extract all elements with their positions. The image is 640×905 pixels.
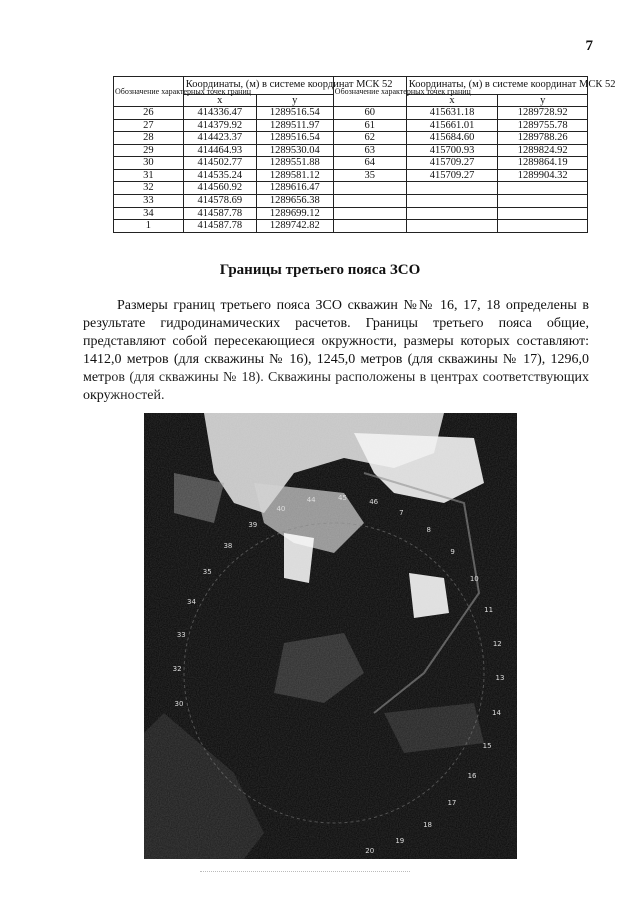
header-y-left: y xyxy=(256,94,333,107)
cell-point-right xyxy=(333,220,406,233)
header-point-right: Обозначение характерных точек границ xyxy=(333,77,406,107)
cell-point-right xyxy=(333,182,406,195)
cell-x-right: 415684.60 xyxy=(406,132,498,145)
cell-y-left: 1289616.47 xyxy=(256,182,333,195)
cell-y-left: 1289511.97 xyxy=(256,119,333,132)
cell-y-right xyxy=(498,194,588,207)
map-point-label: 44 xyxy=(306,496,316,505)
cell-x-left: 414560.92 xyxy=(183,182,256,195)
map-point-label: 34 xyxy=(187,598,196,607)
cell-y-left: 1289656.38 xyxy=(256,194,333,207)
map-point-label: 46 xyxy=(369,497,379,506)
cell-x-left: 414587.78 xyxy=(183,220,256,233)
cell-y-right xyxy=(498,182,588,195)
table-row xyxy=(114,220,588,233)
cell-y-right: 1289788.26 xyxy=(498,132,588,145)
cell-point-left: 28 xyxy=(114,132,184,145)
cell-point-right: 63 xyxy=(333,144,406,157)
table-row xyxy=(114,132,588,145)
cell-point-left: 33 xyxy=(114,194,184,207)
cell-x-right: 415709.27 xyxy=(406,157,498,170)
cell-point-right: 60 xyxy=(333,107,406,120)
paragraph: Размеры границ третьего пояса ЗСО скважин №№ 16, 17, 18 определены в результате гидродинамических расчетов. Границы третьего пояса общие, представляют собой пересекающиеся окружности, размеры которых составляют: 1412,0 метров (для скважины № 16), 1245,0 метров (для скважины № 17), 1296,0 метров (для скважины № 18). Скважины расположены в центрах соответствующих окружностей. xyxy=(83,298,589,403)
map-point-label: 7 xyxy=(399,508,404,517)
map-point-label: 32 xyxy=(172,665,182,674)
cell-y-right: 1289824.92 xyxy=(498,144,588,157)
cell-y-left: 1289581.12 xyxy=(256,169,333,182)
map-point-label: 12 xyxy=(492,639,502,648)
cell-x-left: 414502.77 xyxy=(183,157,256,170)
map-point-label: 30 xyxy=(174,699,184,708)
cell-point-left: 1 xyxy=(114,220,184,233)
map-point-label: 14 xyxy=(492,708,501,717)
cell-point-right: 61 xyxy=(333,119,406,132)
cell-x-left: 414379.92 xyxy=(183,119,256,132)
map-point-label: 16 xyxy=(467,772,477,781)
cell-point-left: 26 xyxy=(114,107,184,120)
cell-x-right xyxy=(406,220,498,233)
map-point-label: 19 xyxy=(395,837,405,846)
cell-x-left: 414587.78 xyxy=(183,207,256,220)
cell-point-left: 29 xyxy=(114,144,184,157)
cell-y-left: 1289699.12 xyxy=(256,207,333,220)
table-row xyxy=(114,107,588,120)
header-y-right: y xyxy=(498,94,588,107)
table-row xyxy=(114,119,588,132)
cell-point-right: 62 xyxy=(333,132,406,145)
cell-point-left: 31 xyxy=(114,169,184,182)
cell-point-right: 35 xyxy=(333,169,406,182)
page-number: 7 xyxy=(585,38,593,54)
cell-y-right: 1289755.78 xyxy=(498,119,588,132)
footer-mark xyxy=(200,871,410,873)
map-point-label: 40 xyxy=(276,505,286,514)
cell-point-left: 30 xyxy=(114,157,184,170)
cell-y-left: 1289551.88 xyxy=(256,157,333,170)
cell-y-left: 1289530.04 xyxy=(256,144,333,157)
header-point-left: Обозначение характерных точек границ xyxy=(114,77,184,107)
cell-point-left: 27 xyxy=(114,119,184,132)
cell-x-left: 414535.24 xyxy=(183,169,256,182)
section-title: Границы третьего пояса ЗСО xyxy=(219,262,421,278)
header-x-right: x xyxy=(406,94,498,107)
map-point-label: 39 xyxy=(248,520,258,529)
coordinates-table xyxy=(113,76,616,233)
header-x-left: x xyxy=(183,94,256,107)
map-point-label: 20 xyxy=(365,847,375,856)
cell-point-right: 64 xyxy=(333,157,406,170)
map-point-label: 9 xyxy=(450,548,455,557)
cell-x-right: 415700.93 xyxy=(406,144,498,157)
table-row xyxy=(114,157,588,170)
cell-y-right: 1289904.32 xyxy=(498,169,588,182)
map-point-label: 17 xyxy=(447,799,457,807)
map-point-label: 38 xyxy=(223,541,233,550)
cell-x-right xyxy=(406,182,498,195)
body-text xyxy=(83,297,589,405)
cell-point-left: 34 xyxy=(114,207,184,220)
cell-y-right: 1289728.92 xyxy=(498,107,588,120)
cell-point-left: 32 xyxy=(114,182,184,195)
cell-x-right xyxy=(406,194,498,207)
cell-y-right: 1289864.19 xyxy=(498,157,588,170)
table-row xyxy=(114,169,588,182)
table-row xyxy=(114,194,588,207)
header-coords-left: Координаты, (м) в системе координат МСК 52 xyxy=(183,77,333,95)
map-point-label: 18 xyxy=(423,820,432,829)
map-point-label: 33 xyxy=(176,630,186,639)
map-point-label: 35 xyxy=(202,567,212,576)
cell-x-left: 414464.93 xyxy=(183,144,256,157)
cell-x-right xyxy=(406,207,498,220)
header-coords-right: Координаты, (м) в системе координат МСК 52 xyxy=(406,77,587,95)
map-point-label: 10 xyxy=(469,575,479,584)
map-background xyxy=(144,413,517,859)
map-point-label: 8 xyxy=(426,525,431,534)
cell-y-left: 1289742.82 xyxy=(256,220,333,233)
cell-y-right xyxy=(498,220,588,233)
map-point-label: 45 xyxy=(338,493,347,502)
cell-y-right xyxy=(498,207,588,220)
table-row xyxy=(114,144,588,157)
map-point-label: 11 xyxy=(484,606,494,615)
cell-point-right xyxy=(333,207,406,220)
cell-x-right: 415709.27 xyxy=(406,169,498,182)
cell-y-left: 1289516.54 xyxy=(256,132,333,145)
cell-y-left: 1289516.54 xyxy=(256,107,333,120)
map-point-label: 13 xyxy=(495,674,505,683)
table-body xyxy=(114,107,588,232)
table-row xyxy=(114,182,588,195)
cell-x-right: 415631.18 xyxy=(406,107,498,120)
map-image xyxy=(144,413,517,859)
cell-x-right: 415661.01 xyxy=(406,119,498,132)
map-point-label: 15 xyxy=(482,741,492,750)
cell-x-left: 414578.69 xyxy=(183,194,256,207)
cell-x-left: 414423.37 xyxy=(183,132,256,145)
cell-point-right xyxy=(333,194,406,207)
table-row xyxy=(114,207,588,220)
cell-x-left: 414336.47 xyxy=(183,107,256,120)
